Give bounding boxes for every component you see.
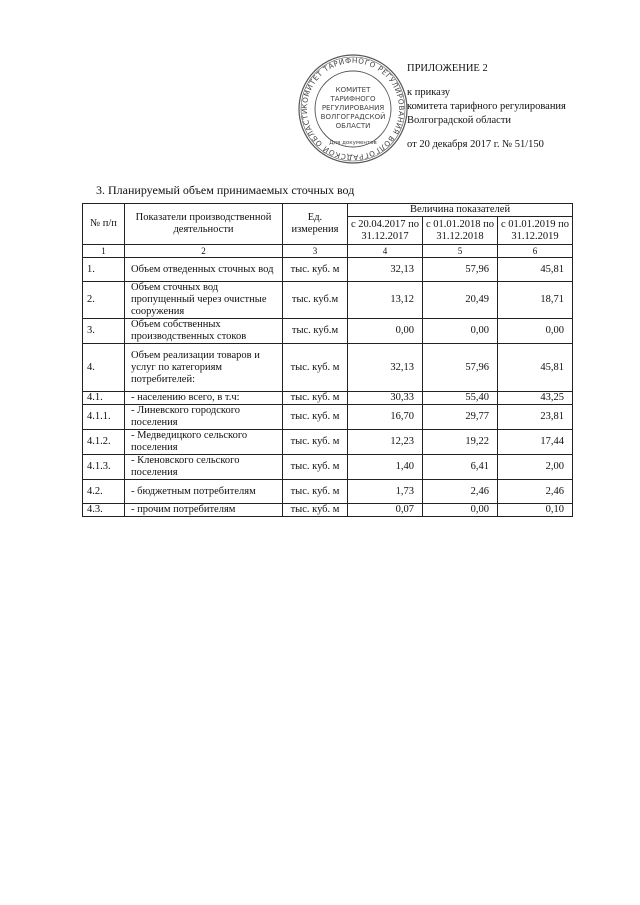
row-value-2019: 23,81: [498, 405, 573, 430]
row-number: 4.3.: [83, 504, 125, 517]
row-value-2019: 2,00: [498, 455, 573, 480]
seal-center-line: ВОЛГОГРАДСКОЙ: [320, 113, 386, 121]
row-value-2017: 12,23: [348, 430, 423, 455]
row-unit: тыс. куб. м: [283, 455, 348, 480]
row-indicator: - прочим потребителям: [125, 504, 283, 517]
row-value-2017: 32,13: [348, 344, 423, 392]
appendix-title: ПРИЛОЖЕНИЕ 2: [407, 63, 488, 74]
seal-center-line: КОМИТЕТ: [335, 86, 371, 94]
index-cell: 3: [283, 245, 348, 258]
index-cell: 6: [498, 245, 573, 258]
row-unit: тыс. куб. м: [283, 405, 348, 430]
row-number: 4.2.: [83, 480, 125, 504]
region-name: Волгоградской области: [407, 115, 512, 126]
row-unit: тыс. куб. м: [283, 258, 348, 282]
row-value-2017: 1,73: [348, 480, 423, 504]
row-value-2018: 19,22: [423, 430, 498, 455]
row-number: 4.1.1.: [83, 405, 125, 430]
row-unit: тыс. куб. м: [283, 344, 348, 392]
table-row: [83, 480, 573, 504]
row-value-2018: 6,41: [423, 455, 498, 480]
row-value-2018: 0,00: [423, 504, 498, 517]
row-value-2018: 20,49: [423, 282, 498, 319]
row-value-2017: 32,13: [348, 258, 423, 282]
row-value-2019: 45,81: [498, 344, 573, 392]
table-row: [83, 392, 573, 405]
row-number: 2.: [83, 282, 125, 319]
header-unit: Ед. измерения: [283, 204, 348, 245]
column-index-row: [83, 245, 573, 258]
row-number: 4.1.3.: [83, 455, 125, 480]
header-num: № п/п: [83, 204, 125, 245]
row-unit: тыс. куб.м: [283, 319, 348, 344]
svg-text:КОМИТЕТ ТАРИФНОГО РЕГУЛИРОВАНИ: КОМИТЕТ ТАРИФНОГО РЕГУЛИРОВАНИЯ ВОЛГОГРАДСКОЙ ОБЛАСТИ: [299, 55, 407, 163]
table-row: [83, 319, 573, 344]
table-body: [83, 258, 573, 517]
table-row: [83, 258, 573, 282]
row-value-2018: 0,00: [423, 319, 498, 344]
row-value-2018: 55,40: [423, 392, 498, 405]
row-unit: тыс. куб.м: [283, 282, 348, 319]
section-title: 3. Планируемый объем принимаемых сточных вод: [96, 183, 355, 197]
index-cell: 1: [83, 245, 125, 258]
row-indicator: - населению всего, в т.ч:: [125, 392, 283, 405]
row-indicator: Объем сточных вод пропущенный через очистные сооружения: [125, 282, 283, 319]
row-unit: тыс. куб. м: [283, 430, 348, 455]
table-row: [83, 455, 573, 480]
table-row: [83, 430, 573, 455]
row-value-2019: 45,81: [498, 258, 573, 282]
official-seal: [296, 52, 410, 166]
order-reference: к приказу: [407, 87, 450, 98]
header-value-group: Величина показателей: [348, 204, 573, 217]
table-row: [83, 405, 573, 430]
row-value-2017: 30,33: [348, 392, 423, 405]
seal-center-line: РЕГУЛИРОВАНИЯ: [321, 104, 385, 112]
index-cell: 4: [348, 245, 423, 258]
seal-center-line: ОБЛАСТИ: [335, 122, 371, 130]
row-number: 3.: [83, 319, 125, 344]
row-indicator: - Медведицкого сельского поселения: [125, 430, 283, 455]
row-value-2017: 1,40: [348, 455, 423, 480]
row-unit: тыс. куб. м: [283, 480, 348, 504]
row-indicator: - Кленовского сельского поселения: [125, 455, 283, 480]
row-indicator: - бюджетным потребителям: [125, 480, 283, 504]
header-period-2019: с 01.01.2019 по 31.12.2019: [498, 217, 573, 245]
row-number: 4.1.: [83, 392, 125, 405]
row-indicator: Объем собственных производственных стоков: [125, 319, 283, 344]
row-value-2017: 0,00: [348, 319, 423, 344]
table-row: [83, 504, 573, 517]
row-value-2018: 2,46: [423, 480, 498, 504]
row-value-2018: 57,96: [423, 258, 498, 282]
row-value-2017: 16,70: [348, 405, 423, 430]
header-period-2018: с 01.01.2018 по 31.12.2018: [423, 217, 498, 245]
row-value-2019: 2,46: [498, 480, 573, 504]
row-value-2018: 57,96: [423, 344, 498, 392]
index-cell: 2: [125, 245, 283, 258]
header-period-2017: с 20.04.2017 по 31.12.2017: [348, 217, 423, 245]
row-number: 4.1.2.: [83, 430, 125, 455]
seal-bottom-text: Для документов: [329, 140, 377, 146]
table-row: [83, 282, 573, 319]
seal-center-line: ТАРИФНОГО: [330, 95, 376, 103]
appendix-header: [407, 62, 566, 152]
seal-stamp-graphic: [296, 52, 410, 166]
row-value-2017: 13,12: [348, 282, 423, 319]
row-value-2017: 0,07: [348, 504, 423, 517]
row-number: 4.: [83, 344, 125, 392]
row-indicator: - Линевского городского поселения: [125, 405, 283, 430]
row-value-2019: 0,00: [498, 319, 573, 344]
row-indicator: Объем отведенных сточных вод: [125, 258, 283, 282]
row-value-2018: 29,77: [423, 405, 498, 430]
committee-name: комитета тарифного регулирования: [407, 101, 566, 112]
order-date-number: от 20 декабря 2017 г. № 51/150: [407, 139, 544, 150]
row-indicator: Объем реализации товаров и услуг по категориям потребителей:: [125, 344, 283, 392]
row-number: 1.: [83, 258, 125, 282]
row-unit: тыс. куб. м: [283, 504, 348, 517]
row-value-2019: 43,25: [498, 392, 573, 405]
row-unit: тыс. куб. м: [283, 392, 348, 405]
header-indicator: Показатели производственной деятельности: [125, 204, 283, 245]
row-value-2019: 18,71: [498, 282, 573, 319]
index-cell: 5: [423, 245, 498, 258]
table-row: [83, 344, 573, 392]
row-value-2019: 0,10: [498, 504, 573, 517]
wastewater-volume-table: [82, 203, 573, 517]
row-value-2019: 17,44: [498, 430, 573, 455]
